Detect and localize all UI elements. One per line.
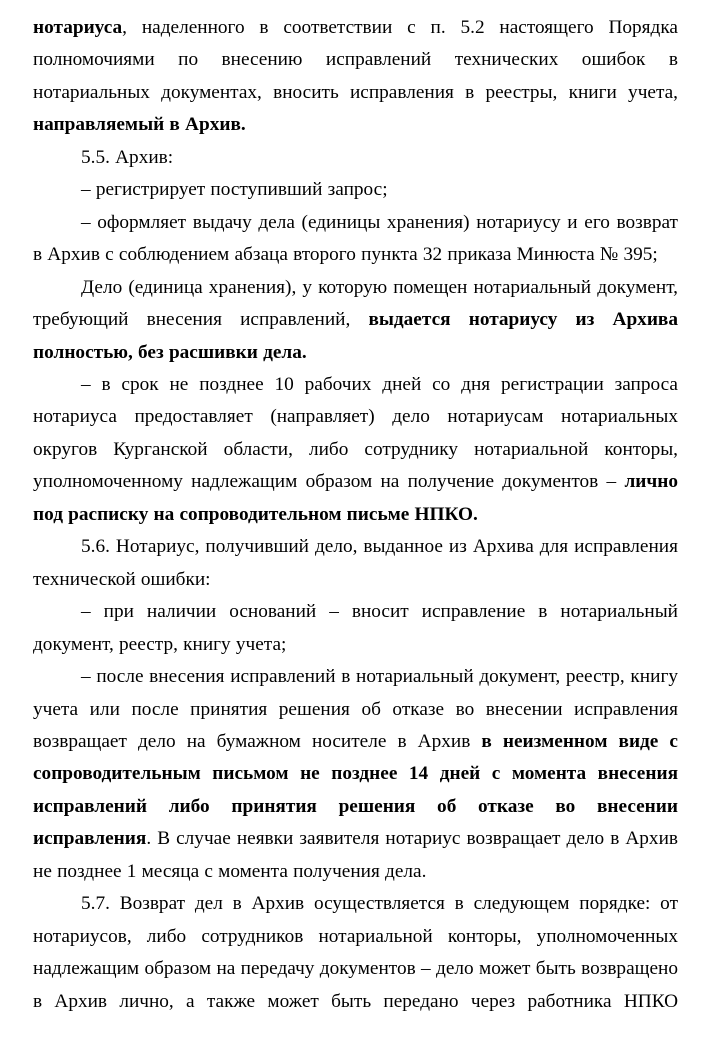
bold-text-run: в неизменном виде с сопроводительным письмом не позднее 14 дней с момента внесения исправлений либо принятия решения об отказе во внесении исправления xyxy=(33,730,678,850)
text-run: , наделенного в соответствии с п. 5.2 настоящего Порядка полномочиями по внесению исправлений технических ошибок в нотариальных документах, вносить исправления в реестры, книги учета, xyxy=(33,17,678,103)
text-run: . В случае неявки заявителя нотариус возвращает дело в Архив не позднее 1 месяца с момента получения дела. xyxy=(33,828,678,882)
paragraph xyxy=(33,207,678,272)
text-run: – после внесения исправлений в нотариальный документ, реестр, книгу учета или после принятия решения об отказе во внесении исправления возвращает дело на бумажном носителе в Архив xyxy=(33,666,678,752)
bold-text-run: нотариуса xyxy=(33,17,123,38)
text-run: – регистрирует поступивший запрос; xyxy=(81,179,388,201)
text-run: 5.6. Нотариус, получивший дело, выданное из Архива для исправления технической ошибки: xyxy=(33,536,678,590)
bold-text-run: лично под расписку на сопроводительном письме НПКО. xyxy=(33,471,678,525)
paragraph xyxy=(33,531,678,596)
paragraph xyxy=(33,174,678,206)
paragraph xyxy=(33,12,678,142)
paragraph xyxy=(33,596,678,661)
paragraph xyxy=(33,888,678,1018)
text-run: 5.5. Архив: xyxy=(81,146,174,168)
document-body xyxy=(33,12,678,1018)
bold-text-run: выдается нотариусу из Архива полностью, без расшивки дела. xyxy=(33,309,678,363)
bold-text-run: направляемый в Архив. xyxy=(33,114,246,136)
text-run: 5.7. Возврат дел в Архив осуществляется в следующем порядке: от нотариусов, либо сотрудников нотариальной конторы, уполномоченных надлежащим образом на передачу документов – дело может быть возвращено в Архив лично, а также может быть передано через работника НПКО xyxy=(33,893,678,1012)
paragraph xyxy=(33,272,678,369)
text-run: Дело (единица хранения), у которую помещен нотариальный документ, требующий внесения исправлений, xyxy=(33,276,678,331)
text-run: – в срок не позднее 10 рабочих дней со дня регистрации запроса нотариуса предоставляет (направляет) дело нотариусам нотариальных округов Курганской области, либо сотруднику нотариальной конторы, уполномоченному надлежащим образом на получение документов – xyxy=(33,373,678,493)
text-run: – при наличии оснований – вносит исправление в нотариальный документ, реестр, книгу учета; xyxy=(33,601,678,655)
paragraph xyxy=(33,661,678,888)
paragraph xyxy=(33,369,678,531)
text-run: – оформляет выдачу дела (единицы хранения) нотариусу и его возврат в Архив с соблюдением абзаца второго пункта 32 приказа Минюста № 395; xyxy=(33,211,678,266)
paragraph xyxy=(33,142,678,174)
